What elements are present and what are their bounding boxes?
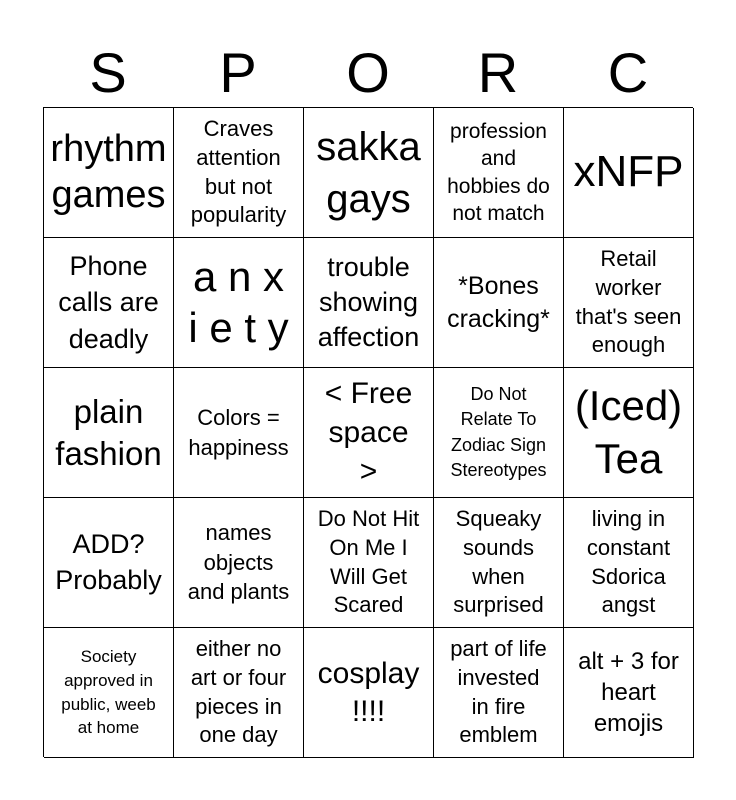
cell-text: Retail worker that's seen enough xyxy=(575,246,682,358)
bingo-cell-r5-c5[interactable] xyxy=(564,628,694,758)
cell-text: part of life invested in fire emblem xyxy=(450,636,547,748)
bingo-cell-r2-c3[interactable] xyxy=(304,238,434,368)
cell-text: sakka gays xyxy=(316,124,421,221)
cell-text: cosplay !!!! xyxy=(317,657,420,728)
bingo-cell-r3-c1[interactable] xyxy=(44,368,174,498)
cell-text: plain fashion xyxy=(55,393,162,472)
cell-text: a n x i e t y xyxy=(188,253,289,351)
header-letter-p: P xyxy=(219,41,257,104)
cell-text: living in constant Sdorica angst xyxy=(586,506,671,618)
bingo-cell-r4-c2[interactable] xyxy=(174,498,304,628)
cell-text: Do Not Hit On Me I Will Get Scared xyxy=(317,506,420,618)
cell-text: rhythm games xyxy=(50,127,167,216)
cell-text: ADD? Probably xyxy=(55,529,162,595)
bingo-cell-r3-c4[interactable] xyxy=(434,368,564,498)
bingo-cell-r5-c4[interactable] xyxy=(434,628,564,758)
cell-text: either no art or four pieces in one day xyxy=(190,636,287,748)
header-letter-r: R xyxy=(477,41,519,104)
cell-text: trouble showing affection xyxy=(317,251,420,353)
cell-text: profession and hobbies do not match xyxy=(447,119,550,225)
cell-text: xNFP xyxy=(573,147,684,197)
cell-text: Craves attention but not popularity xyxy=(190,116,287,228)
bingo-cell-r2-c5[interactable] xyxy=(564,238,694,368)
bingo-cell-r5-c1[interactable] xyxy=(44,628,174,758)
cell-text: alt + 3 for heart emojis xyxy=(578,647,679,738)
bingo-cell-r4-c5[interactable] xyxy=(564,498,694,628)
cell-text: names objects and plants xyxy=(187,519,290,605)
bingo-cell-r5-c3[interactable] xyxy=(304,628,434,758)
bingo-cell-r1-c4[interactable] xyxy=(434,108,564,238)
bingo-cell-r1-c1[interactable] xyxy=(44,108,174,238)
cell-text: < Free space > xyxy=(324,377,413,488)
cell-text: (Iced) Tea xyxy=(574,382,683,482)
cell-text: Squeaky sounds when surprised xyxy=(453,506,544,618)
header-letter-c: C xyxy=(607,41,649,104)
bingo-cell-r3-c5[interactable] xyxy=(564,368,694,498)
bingo-cell-r1-c3[interactable] xyxy=(304,108,434,238)
cell-text: *Bones cracking* xyxy=(447,272,550,333)
bingo-cell-r2-c4[interactable] xyxy=(434,238,564,368)
bingo-board xyxy=(43,107,693,757)
cell-text: Do Not Relate To Zodiac Sign Stereotypes xyxy=(450,384,547,480)
bingo-cell-r3-c2[interactable] xyxy=(174,368,304,498)
bingo-cell-r4-c3[interactable] xyxy=(304,498,434,628)
bingo-cell-r4-c4[interactable] xyxy=(434,498,564,628)
bingo-cell-r1-c5[interactable] xyxy=(564,108,694,238)
bingo-cell-r5-c2[interactable] xyxy=(174,628,304,758)
bingo-cell-free-space[interactable] xyxy=(304,368,434,498)
bingo-cell-r1-c2[interactable] xyxy=(174,108,304,238)
header-letter-o: O xyxy=(346,41,390,104)
cell-text: Phone calls are deadly xyxy=(58,250,159,354)
bingo-cell-r2-c2[interactable] xyxy=(174,238,304,368)
cell-text: Colors = happiness xyxy=(188,404,289,460)
header-letter-s: S xyxy=(89,41,127,104)
cell-text: Society approved in public, weeb at home xyxy=(61,646,156,738)
bingo-cell-r4-c1[interactable] xyxy=(44,498,174,628)
bingo-cell-r2-c1[interactable] xyxy=(44,238,174,368)
bingo-header xyxy=(43,40,693,106)
